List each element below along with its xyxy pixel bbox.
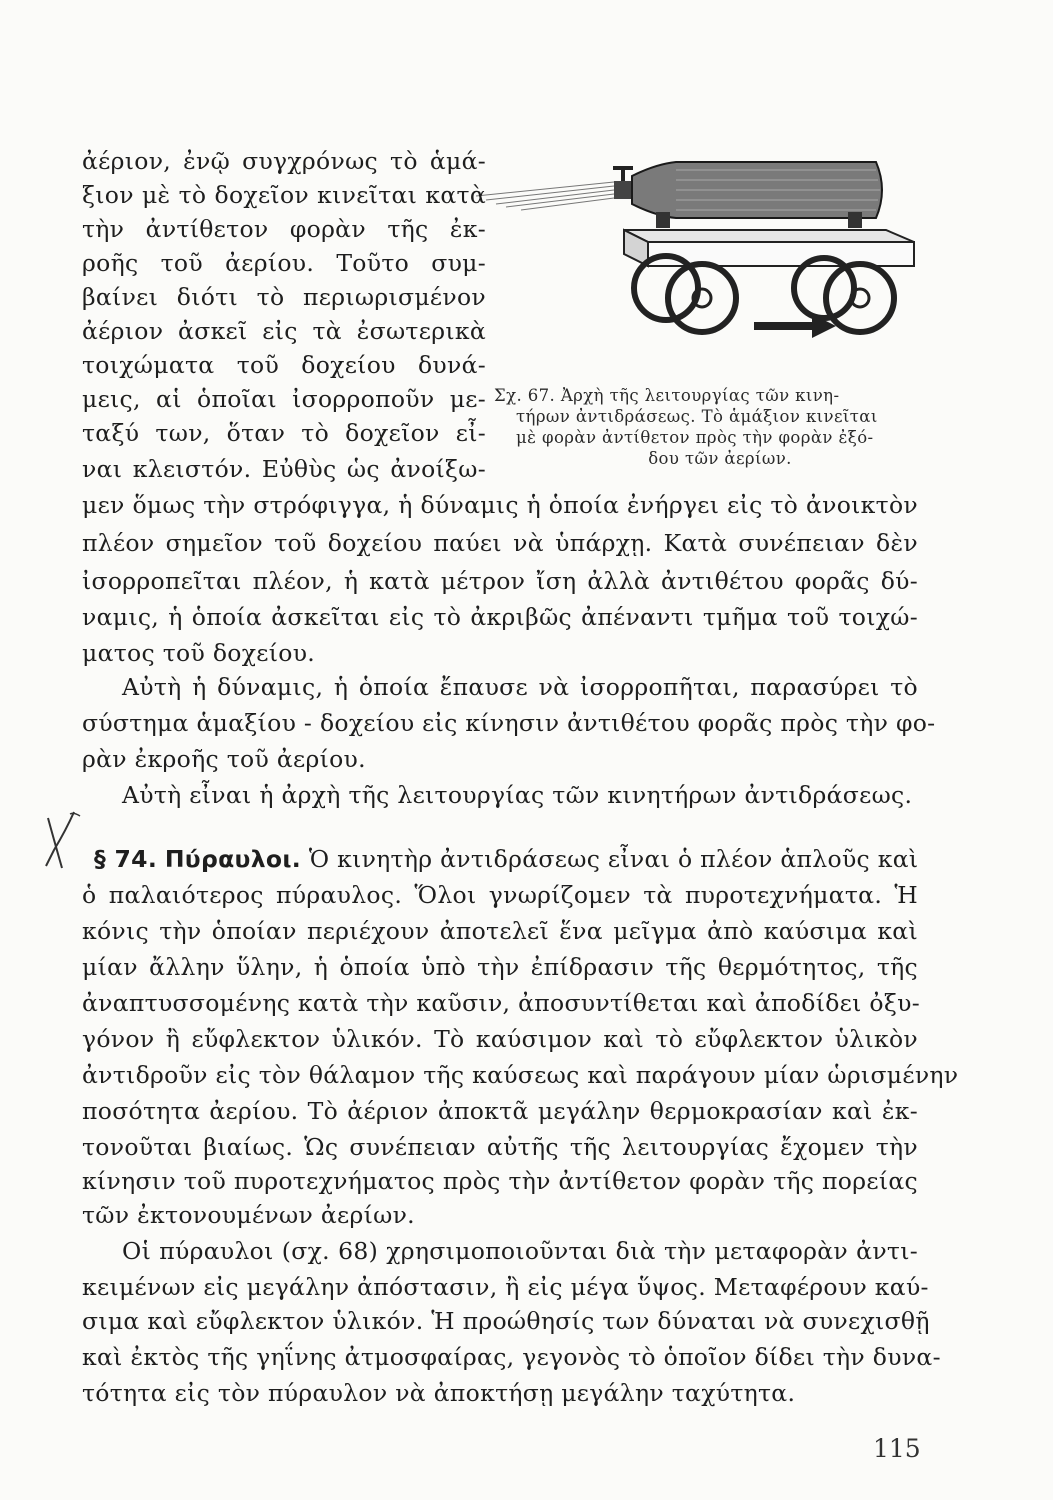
- text-line: τοιχώματα τοῦ δοχείου δυνά-: [82, 351, 486, 379]
- text-line: ποσότητα ἀερίου. Τὸ ἀέριον ἀποκτᾶ μεγάλην θερμοκρασίαν καὶ ἐκ-: [82, 1097, 918, 1125]
- text-line: ξιον μὲ τὸ δοχεῖον κινεῖται κατὰ: [82, 181, 486, 209]
- cart-platform-icon: [624, 230, 914, 266]
- text-line: Οἱ πύραυλοι (σχ. 68) χρησιμοποιοῦνται διὰ τὴν μεταφορὰν ἀντι-: [122, 1237, 918, 1265]
- text-line: τότητα εἰς τὸν πύραυλον νὰ ἀποκτήσῃ μεγάλην ταχύτητα.: [82, 1379, 796, 1407]
- text-line: Αὐτὴ εἶναι ἡ ἀρχὴ τῆς λειτουργίας τῶν κινητήρων ἀντιδράσεως.: [122, 781, 913, 809]
- text-line: σιμα καὶ εὔφλεκτον ὑλικόν. Ἡ προώθησίς των δύναται νὰ συνεχισθῇ: [82, 1307, 930, 1335]
- text-line: ναμις, ἡ ὁποία ἀσκεῖται εἰς τὸ ἀκριβῶς ἀπέναντι τμῆμα τοῦ τοιχώ-: [82, 603, 918, 631]
- text-line: ὁ παλαιότερος πύραυλος. Ὅλοι γνωρίζομεν τὰ πυροτεχνήματα. Ἡ: [82, 881, 918, 909]
- text-line: μίαν ἄλλην ὕλην, ἡ ὁποία ὑπὸ τὴν ἐπίδρασιν τῆς θερμότητος, τῆς: [82, 953, 918, 981]
- caption-line: δου τῶν ἀερίων.: [648, 449, 792, 468]
- text-line: ἰσορροπεῖται πλέον, ἡ κατὰ μέτρον ἴση ἀλλὰ ἀντιθέτου φορᾶς δύ-: [82, 567, 918, 595]
- figure-67-caption: [494, 385, 946, 469]
- text-line: πλέον σημεῖον τοῦ δοχείου παύει νὰ ὑπάρχῃ. Κατὰ συνέπειαν δὲν: [82, 529, 918, 557]
- text-line: βαίνει διότι τὸ περιωρισμένον: [82, 283, 486, 311]
- text-line: τῶν ἐκτονουμένων ἀερίων.: [82, 1201, 415, 1229]
- text-line: ροῆς τοῦ ἀερίου. Τοῦτο συμ-: [82, 249, 486, 277]
- text-line: ἀντιδροῦν εἰς τὸν θάλαμον τῆς καύσεως καὶ παράγουν μίαν ὡρισμένην: [82, 1061, 959, 1089]
- page-number: 115: [873, 1434, 921, 1463]
- text-line: κόνις τὴν ὁποίαν περιέχουν ἀποτελεῖ ἕνα μεῖγμα ἀπὸ καύσιμα καὶ: [82, 917, 918, 945]
- text-line: Αὐτὴ ἡ δύναμις, ἡ ὁποία ἔπαυσε νὰ ἰσορροπῆται, παρασύρει τὸ: [122, 673, 918, 701]
- gas-cylinder-icon: [613, 162, 882, 228]
- section-title: Πύραυλοι.: [164, 845, 302, 873]
- section-heading-line: [94, 844, 918, 874]
- gas-jet-icon: [476, 182, 614, 210]
- figure-67-illustration: [476, 150, 916, 380]
- handwritten-check-mark-icon: [44, 810, 84, 872]
- text-line: καὶ ἐκτὸς τῆς γηΐνης ἀτμοσφαίρας, γεγονὸς τὸ ὁποῖον δίδει τὴν δυνα-: [82, 1343, 941, 1371]
- text-line: ναι κλειστόν. Εὐθὺς ὡς ἀνοίξω-: [82, 455, 486, 483]
- text-line: τονοῦται βιαίως. Ὡς συνέπειαν αὐτῆς τῆς λειτουργίας ἔχομεν τὴν: [82, 1133, 918, 1161]
- text-line: μεις, αἱ ὁποῖαι ἰσορροποῦν με-: [82, 385, 486, 413]
- text-line: ἀέριον ἀσκεῖ εἰς τὰ ἐσωτερικὰ: [82, 317, 486, 345]
- text-line: ματος τοῦ δοχείου.: [82, 639, 316, 667]
- section-number: § 74.: [94, 845, 158, 873]
- text-line: τὴν ἀντίθετον φορὰν τῆς ἐκ-: [82, 215, 486, 243]
- text-line: ταξύ των, ὅταν τὸ δοχεῖον εἶ-: [82, 419, 486, 447]
- text-line: ρὰν ἐκροῆς τοῦ ἀερίου.: [82, 745, 366, 773]
- text-line: ἀναπτυσσομένης κατὰ τὴν καῦσιν, ἀποσυντίθεται καὶ ἀποδίδει ὀξυ-: [82, 989, 920, 1017]
- cart-wheel-icon: [634, 256, 894, 332]
- text-line: κειμένων εἰς μεγάλην ἀπόστασιν, ἢ εἰς μέγα ὕψος. Μεταφέρουν καύ-: [82, 1273, 929, 1301]
- text-line: κίνησιν τοῦ πυροτεχνήματος πρὸς τὴν ἀντίθετον φορὰν τῆς πορείας: [82, 1167, 918, 1195]
- text-line: γόνον ἢ εὔφλεκτον ὑλικόν. Τὸ καύσιμον καὶ τὸ εὔφλεκτον ὑλικὸν: [82, 1025, 918, 1053]
- text-line: μεν ὅμως τὴν στρόφιγγα, ἡ δύναμις ἡ ὁποία ἐνήργει εἰς τὸ ἀνοικτὸν: [82, 491, 918, 519]
- section-first-line-text: Ὁ κινητὴρ ἀντιδράσεως εἶναι ὁ πλέον ἁπλοῦς καὶ: [308, 845, 919, 873]
- caption-line: Σχ. 67. Ἀρχὴ τῆς λειτουργίας τῶν κινη-: [494, 386, 840, 405]
- text-line: ἀέριον, ἐνῷ συγχρόνως τὸ ἁμά-: [82, 147, 486, 175]
- caption-line: τήρων ἀντιδράσεως. Τὸ ἁμάξιον κινεῖται: [516, 407, 878, 426]
- text-line: σύστημα ἁμαξίου - δοχείου εἰς κίνησιν ἀντιθέτου φορᾶς πρὸς τὴν φο-: [82, 709, 936, 737]
- caption-line: μὲ φορὰν ἀντίθετον πρὸς τὴν φορὰν ἐξό-: [516, 428, 874, 447]
